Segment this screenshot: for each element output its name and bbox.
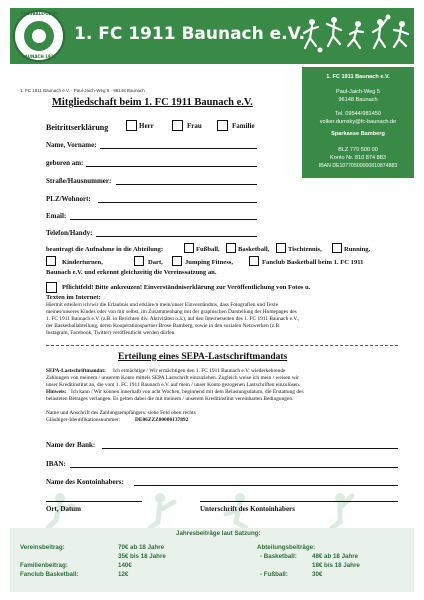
sender-line: 1. FC 1911 Baunach e.V. · Paul-Jaich-Weg 5 · 96148 Baunach <box>20 88 145 93</box>
photo-consent-title: Pflichtfeld! Bitte ankreuzen! Einverständniserklärung zur Veröffentlichung von Fotos u. <box>62 284 311 291</box>
checkbox-fanclub[interactable] <box>249 256 259 266</box>
hinweis-text-1: Ich kann / Wir können innerhalb von acht Wochen, beginnend mit dem Belastungsdatum, die Erstattung des <box>71 389 304 395</box>
logo-bottom-text: BAUNACH 1911 <box>21 54 57 59</box>
fee-value-fussball: 30€ <box>312 571 323 578</box>
dept-tischtennis: Tischtennis, <box>288 246 322 253</box>
option-familie: Familie <box>232 122 255 130</box>
checkbox-photo-consent[interactable] <box>46 282 57 293</box>
checkbox-basketball[interactable] <box>226 243 236 253</box>
checkbox-familie[interactable] <box>217 120 228 131</box>
cut-line <box>46 345 398 346</box>
fee-value-family: 140€ <box>118 562 132 569</box>
field-street[interactable] <box>116 184 257 185</box>
fees-title: Jahresbeiträge laut Satzung: <box>176 530 261 537</box>
football-icon <box>32 29 46 43</box>
dept-statement: Baunach e.V. und erkennt gleichzeitig die Vereinssatzung an. <box>46 269 217 276</box>
consent-text-1: Hiermit erteile/n ich/wir die Erlaubnis und erkläre/n mein/unser Einverständnis, dass Fotografien und Texte <box>46 302 279 308</box>
fee-value-club-adult: 70€ ab 18 Jahre <box>118 544 165 551</box>
account-holder-label: Name des Kontoinhabers: <box>46 478 124 486</box>
sepa-text-3: unser Kreditinstitut an, die vom 1. FC 1911 Baunach e.V. auf mein / unser Konto gezogenen Lastschriften einzulösen. <box>46 382 301 388</box>
club-contact-box <box>302 67 414 178</box>
dept-dart: Dart, <box>148 259 163 266</box>
dept-running: Running, <box>344 246 371 253</box>
field-birth[interactable] <box>86 166 257 167</box>
field-phone[interactable] <box>96 236 257 237</box>
fee-value-club-youth: 35€ bis 18 Jahre <box>118 553 166 560</box>
sepa-label: SEPA-Lastschriftmandat: <box>46 368 106 374</box>
field-city[interactable] <box>98 202 257 203</box>
checkbox-frau[interactable] <box>172 120 183 131</box>
soccer-player-icon <box>327 17 341 46</box>
field-name[interactable] <box>100 148 257 149</box>
signature-field[interactable] <box>200 501 398 502</box>
contact-blz: BLZ 770 500 00 <box>338 147 378 153</box>
checkbox-herr[interactable] <box>126 120 137 131</box>
account-holder-field[interactable] <box>134 485 398 486</box>
contact-iban: IBAN DE10770500000810874883 <box>318 163 398 169</box>
field-email[interactable] <box>70 219 257 220</box>
contact-tel: Tel. 09544/981450 <box>334 111 382 117</box>
field-label-city: PLZ/Wohnort: <box>46 195 91 203</box>
dept-fees-title: Abteilungsbeiträge: <box>257 544 316 551</box>
form-title: Mitgliedschaft beim 1. FC 1911 Baunach e.V. <box>52 97 253 108</box>
fee-label-fanclub: Fanclub Basketball: <box>20 571 79 578</box>
fee-label-club: Vereinsbeitrag: <box>20 544 65 551</box>
place-date-label: Ort, Datum <box>46 505 81 513</box>
soccer-player-icon <box>304 19 323 53</box>
sepa-text-2: Zahlungen von meinem / unserem Konto mittels SEPA Lastschrift einzuziehen. Zugleich weise ich mein / weisen wir <box>46 375 299 381</box>
logo-top-text: FUSSBALL-CLUB <box>20 11 58 16</box>
field-label-birth: geboren am: <box>46 159 84 167</box>
checkbox-kinderturnen[interactable] <box>46 256 56 266</box>
fee-value-fanclub: 12€ <box>118 571 129 578</box>
iban-label: IBAN: <box>46 460 66 468</box>
basketball-player-icon <box>373 15 391 49</box>
dept-basketball: Basketball, <box>238 246 270 253</box>
fee-value-basketball-youth: 18€ bis 18 Jahre <box>312 562 360 569</box>
fee-label-basketball: - Basketball: <box>260 553 297 560</box>
consent-text-5: Instagram, Facebook, Twitter) veröffentlicht werden dürfen. <box>46 330 176 336</box>
contact-club-name: 1. FC 1911 Baunach e.V. <box>326 74 390 80</box>
hinweis-label: Hinweis: <box>46 389 67 395</box>
field-label-email: Email: <box>46 212 67 220</box>
checkbox-fussball[interactable] <box>184 243 194 253</box>
field-label-name: Name, Vorname: <box>46 141 97 149</box>
dept-fanclub: Fanclub Basketball beim 1. FC 1911 <box>262 259 364 266</box>
fees-panel <box>10 528 414 592</box>
bank-name-label: Name der Bank: <box>46 441 96 449</box>
signature-label: Unterschrift des Kontoinhabers <box>200 505 295 513</box>
dept-kinderturnen: Kinderturnen, <box>62 259 103 266</box>
sport-figures <box>300 12 412 62</box>
contact-street: Paul-Jaich-Weg 5 <box>335 89 381 95</box>
checkbox-dart[interactable] <box>134 256 144 266</box>
creditor-id: DE06ZZZ00000137892 <box>135 417 189 423</box>
sepa-text-1: Ich ermächtige / Wir ermächtigen den 1. FC 1911 Baunach e.V. wiederkehrende <box>113 368 286 374</box>
field-label-street: Straße/Hausnummer: <box>46 177 112 185</box>
checkbox-tischtennis[interactable] <box>276 243 286 253</box>
dept-jumping-fitness: Jumping Fitness, <box>185 259 233 266</box>
consent-text-2: meines/unseres Kindes oder von mir selbst, im Zusammenhang mit der graphischen Darstellung der Homepages des <box>46 309 297 315</box>
contact-city: 96148 Baunach <box>338 97 378 103</box>
soccer-player-icon <box>394 21 408 47</box>
consent-text-3: 1. FC 1911 Baunach e.V. (z.B. in Berichten div. Aktivitäten o.ä.), auf den Internetseiten des 1. FC 1911 Baunach e.V., <box>46 316 300 322</box>
club-title: 1. FC 1911 Baunach e.V. <box>74 24 306 44</box>
bank-name-field[interactable] <box>102 448 398 449</box>
photo-consent-title-2: Texten im Internet: <box>46 294 101 301</box>
dept-fussball: Fußball, <box>196 246 220 253</box>
option-herr: Herr <box>139 122 154 130</box>
club-logo <box>13 10 65 62</box>
place-date-field[interactable] <box>46 501 142 502</box>
payee-line: Name und Anschrift des Zahlungsempfängers: siehe Feld oben rechts <box>46 410 196 416</box>
soccer-player-icon <box>348 21 363 48</box>
checkbox-running[interactable] <box>332 243 342 253</box>
fee-label-family: Familienbeitrag: <box>20 562 68 569</box>
field-label-phone: Telefon/Handy: <box>46 229 93 237</box>
creditor-id-label: Gläubiger-Identifikationsnummer: <box>46 417 121 423</box>
option-frau: Frau <box>187 122 202 130</box>
sepa-title: Erteilung eines SEPA-Lastschriftmandats <box>118 352 288 362</box>
dept-intro: beantragt die Aufnahme in die Abteilung: <box>46 246 164 253</box>
contact-bank: Sparkasse Bamberg <box>331 131 385 137</box>
iban-field[interactable] <box>70 467 398 468</box>
contact-konto: Konto Nr. 810 874 883 <box>330 155 386 161</box>
fee-value-basketball-adult: 48€ ab 18 Jahre <box>312 553 359 560</box>
fee-label-fussball: - Fußball: <box>260 571 288 578</box>
checkbox-jumping-fitness[interactable] <box>172 256 182 266</box>
consent-text-4: der Basketballabteilung, deren Kooperationspartner Brose Bamberg, sowie in den sozialen Netzwerken (z.B. <box>46 323 281 329</box>
hinweis-text-2: belasteten Betrages verlangen. Es gelten dabei die mit meinem / unserem Kreditinstitut vereinbarten Bedingungen. <box>46 396 294 402</box>
contact-email: volker.dumsky@fc-baunach.de <box>319 119 397 125</box>
beitritt-label: Beitrittserklärung <box>46 123 109 132</box>
